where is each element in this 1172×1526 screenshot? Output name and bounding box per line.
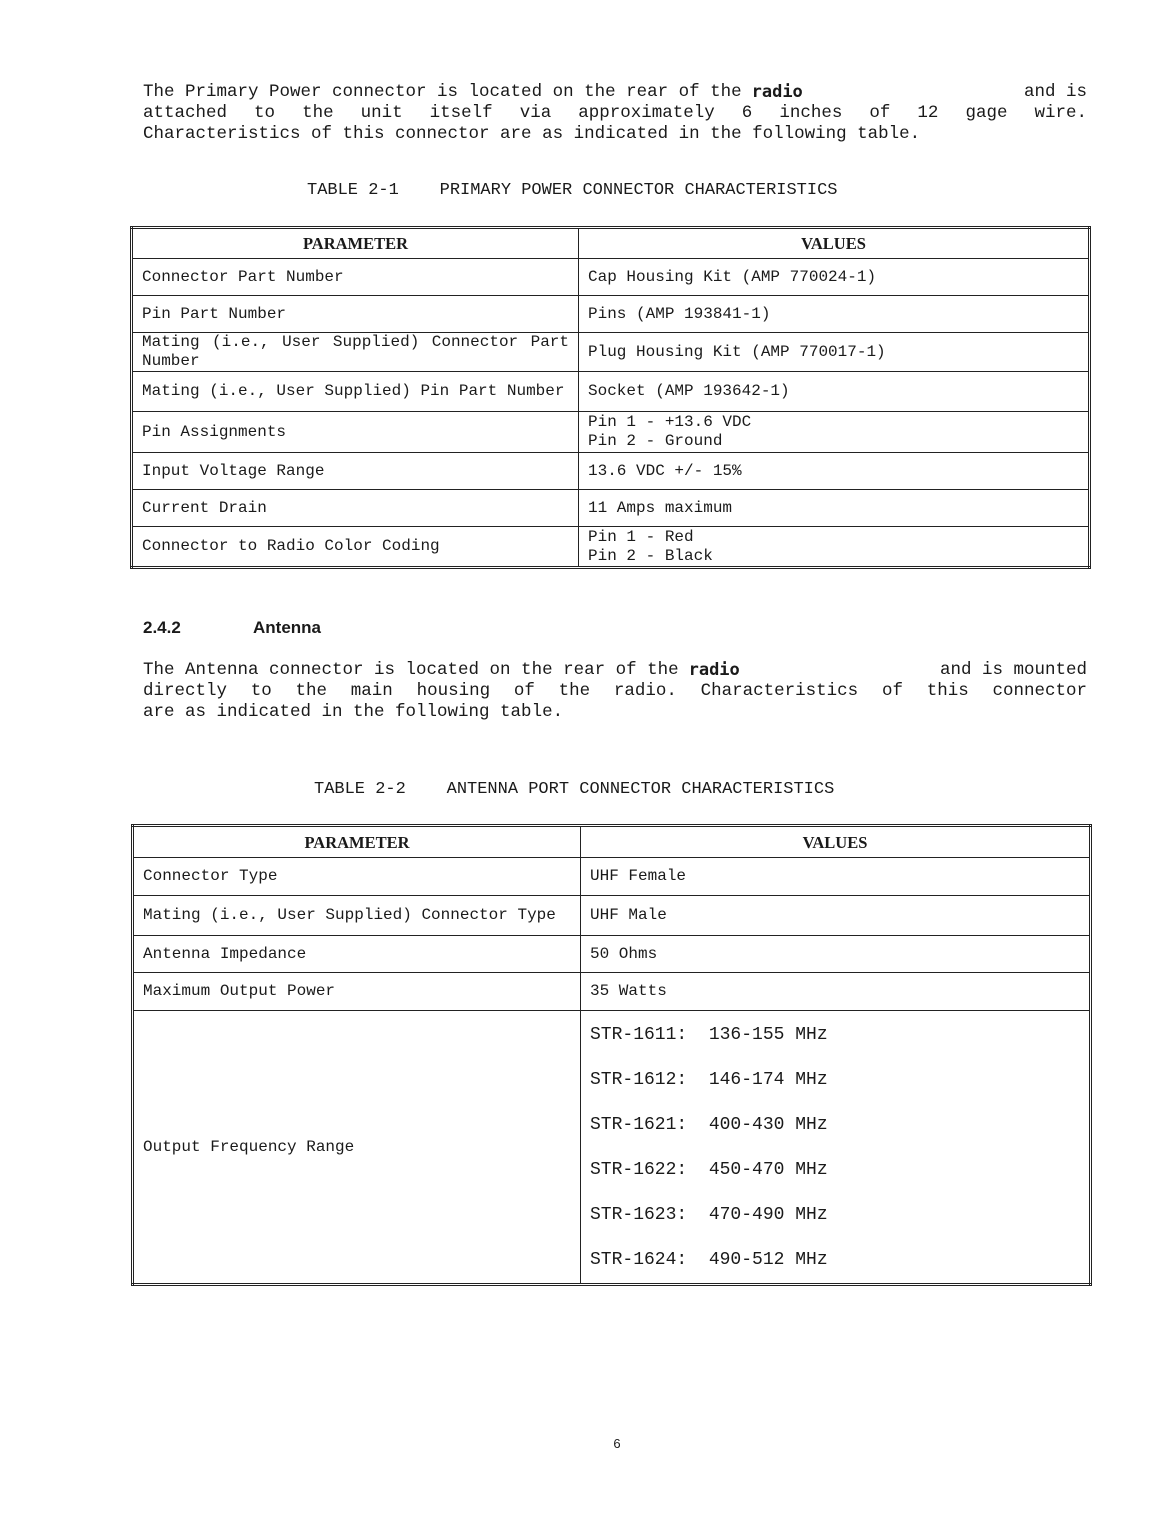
table-header-row bbox=[132, 228, 1090, 259]
intro-line-3: Characteristics of this connector are as indicated in the following table. bbox=[143, 124, 921, 144]
antenna-line-3: are as indicated in the following table. bbox=[143, 702, 564, 722]
value-cell: Plug Housing Kit (AMP 770017-1) bbox=[579, 333, 1090, 372]
table-row bbox=[132, 259, 1090, 296]
table-row bbox=[132, 490, 1090, 527]
table-row bbox=[132, 296, 1090, 333]
parameter-cell bbox=[132, 372, 579, 412]
values-header: VALUES bbox=[581, 826, 1091, 858]
frequency-item: STR-1623: 470-490 MHz bbox=[590, 1205, 828, 1225]
value-cell: 50 Ohms bbox=[581, 936, 1091, 973]
table2-caption: TABLE 2-2 ANTENNA PORT CONNECTOR CHARACTERISTICS bbox=[314, 780, 835, 799]
parameter-cell bbox=[132, 333, 579, 372]
antenna-line-2: directly to the main housing of the radio. Characteristics of this connector bbox=[143, 681, 1087, 701]
table-row bbox=[132, 453, 1090, 490]
page-number: 6 bbox=[613, 1436, 621, 1451]
frequency-item: STR-1621: 400-430 MHz bbox=[590, 1115, 828, 1135]
value-cell: Cap Housing Kit (AMP 770024-1) bbox=[579, 259, 1090, 296]
primary-power-table bbox=[130, 226, 1091, 569]
value-text: Pin 1 - Red Pin 2 - Black bbox=[588, 527, 713, 565]
section-heading bbox=[143, 618, 321, 638]
section-title: Antenna bbox=[253, 618, 321, 637]
value-cell: UHF Female bbox=[581, 858, 1091, 896]
intro-line-1-end: and is bbox=[1023, 82, 1087, 102]
intro-line-1 bbox=[143, 82, 1087, 103]
frequency-item: STR-1622: 450-470 MHz bbox=[590, 1160, 828, 1180]
table-row bbox=[133, 858, 1091, 896]
antenna-port-table bbox=[131, 824, 1092, 1286]
frequency-item: STR-1624: 490-512 MHz bbox=[590, 1250, 828, 1270]
table-header-row bbox=[133, 826, 1091, 858]
parameter-cell: Maximum Output Power bbox=[133, 973, 581, 1011]
parameter-header: PARAMETER bbox=[132, 228, 579, 259]
intro-radio-word: radio bbox=[751, 82, 803, 102]
value-cell: UHF Male bbox=[581, 896, 1091, 936]
value-cell: 11 Amps maximum bbox=[579, 490, 1090, 527]
value-cell: Pins (AMP 193841-1) bbox=[579, 296, 1090, 333]
parameter-cell: Pin Assignments bbox=[132, 412, 579, 453]
table-row bbox=[133, 896, 1091, 936]
table-row bbox=[132, 372, 1090, 412]
value-text: Pin 1 - +13.6 VDC Pin 2 - Ground bbox=[588, 413, 752, 450]
values-header: VALUES bbox=[579, 228, 1090, 259]
frequency-values-cell bbox=[581, 1011, 1091, 1285]
parameter-cell bbox=[133, 896, 581, 936]
parameter-cell: Pin Part Number bbox=[132, 296, 579, 333]
antenna-paragraph bbox=[143, 660, 1087, 723]
parameter-text: Mating (i.e., User Supplied) Pin Part Number bbox=[142, 382, 565, 400]
parameter-text: Mating (i.e., User Supplied) Connector Part Number bbox=[142, 333, 569, 370]
parameter-cell: Current Drain bbox=[132, 490, 579, 527]
parameter-text: Mating (i.e., User Supplied) Connector Type bbox=[143, 906, 556, 924]
value-cell: 13.6 VDC +/- 15% bbox=[579, 453, 1090, 490]
table-row bbox=[132, 333, 1090, 372]
intro-paragraph bbox=[143, 82, 1087, 145]
table1-caption: TABLE 2-1 PRIMARY POWER CONNECTOR CHARACTERISTICS bbox=[307, 181, 838, 200]
table-row bbox=[132, 527, 1090, 568]
parameter-cell: Output Frequency Range bbox=[133, 1011, 581, 1285]
frequency-item: STR-1611: 136-155 MHz bbox=[590, 1025, 828, 1045]
intro-line-1-start: The Primary Power connector is located on the rear of the bbox=[143, 82, 742, 102]
value-cell bbox=[579, 527, 1090, 568]
value-cell bbox=[579, 412, 1090, 453]
parameter-cell: Input Voltage Range bbox=[132, 453, 579, 490]
value-cell: 35 Watts bbox=[581, 973, 1091, 1011]
intro-line-2: attached to the unit itself via approximately 6 inches of 12 gage wire. bbox=[143, 103, 1087, 123]
antenna-line-1-start: The Antenna connector is located on the rear of the bbox=[143, 660, 679, 680]
table-row bbox=[133, 973, 1091, 1011]
table-row bbox=[132, 412, 1090, 453]
frequency-item: STR-1612: 146-174 MHz bbox=[590, 1070, 828, 1090]
section-number: 2.4.2 bbox=[143, 618, 181, 637]
table-row bbox=[133, 1011, 1091, 1285]
antenna-line-1-end: and is mounted bbox=[939, 660, 1087, 680]
value-cell: Socket (AMP 193642-1) bbox=[579, 372, 1090, 412]
table-row bbox=[133, 936, 1091, 973]
antenna-line-1 bbox=[143, 660, 1087, 681]
parameter-cell: Antenna Impedance bbox=[133, 936, 581, 973]
parameter-header: PARAMETER bbox=[133, 826, 581, 858]
parameter-cell: Connector Part Number bbox=[132, 259, 579, 296]
parameter-cell: Connector to Radio Color Coding bbox=[132, 527, 579, 568]
parameter-cell: Connector Type bbox=[133, 858, 581, 896]
antenna-radio-word: radio bbox=[688, 660, 740, 680]
frequency-list bbox=[590, 1011, 1080, 1283]
